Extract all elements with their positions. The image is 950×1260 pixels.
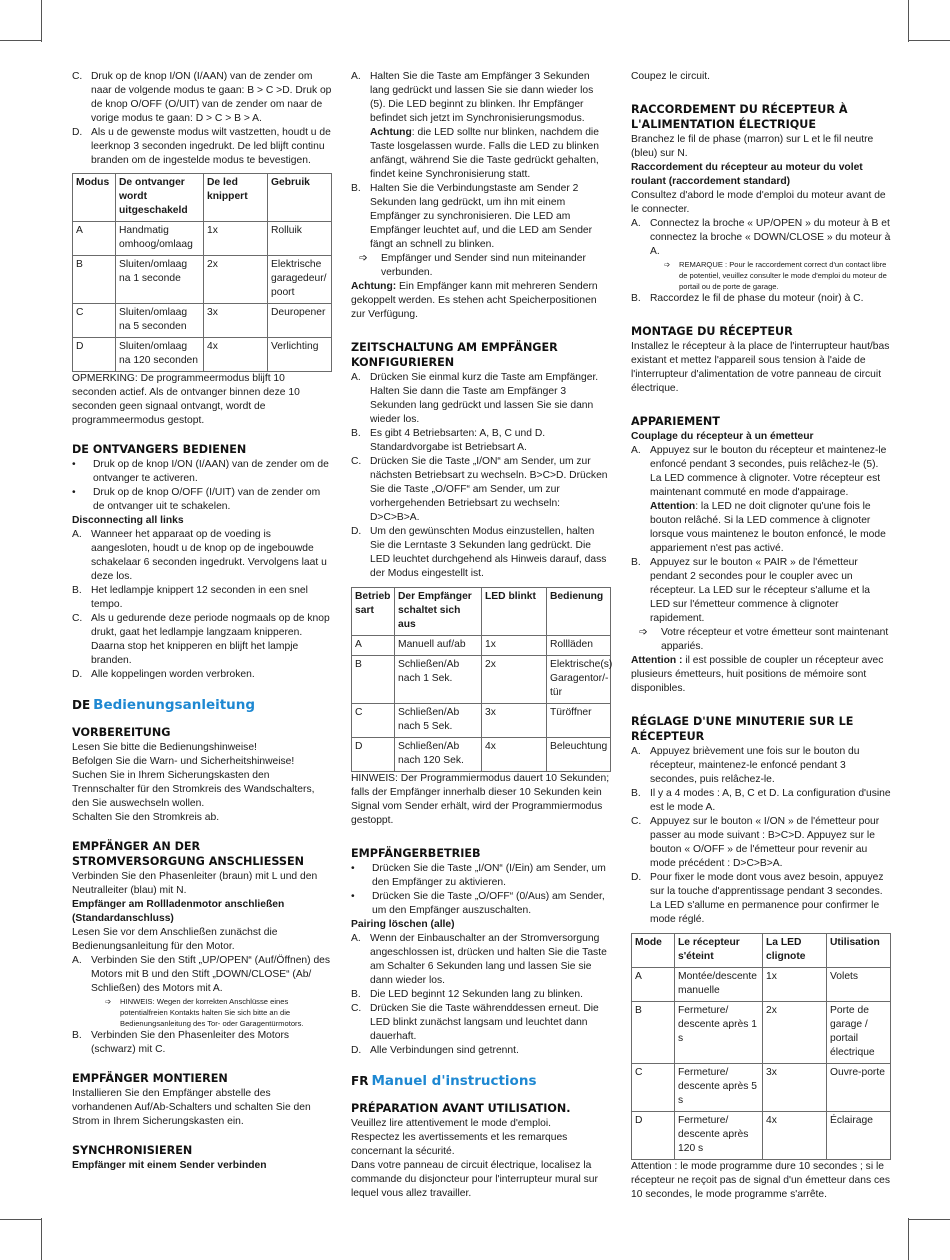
table-row: A Montée/descente manuelle 1x Volets xyxy=(632,968,891,1002)
mode-table-de xyxy=(351,587,611,772)
list-item: B. Verbinden Sie den Phasenleiter des Motors (schwarz) mit C. xyxy=(72,1030,290,1055)
mode-table-fr xyxy=(631,933,891,1160)
crop-mark xyxy=(908,1219,950,1220)
section-heading: EMPFÄNGER AN DER STROMVERSORGUNG ANSCHLIESSEN xyxy=(72,840,304,868)
text-line: Branchez le fil de phase (marron) sur L et le fil neutre (bleu) sur N. xyxy=(631,134,874,159)
list-item: A. Halten Sie die Taste am Empfänger 3 Sekunden lang gedrückt und lassen Sie sie dann wieder los (5). Die LED beginnt zu blinken. Ihr Empfänger befindet sich jetzt im Synchronisierungsmodus. Achtung: die LED sollte nur blinken, nachdem die Taste losgelassen wurde. Falls die LED zu blinken anfängt, während Sie die Taste gedrückt gehalten, findet keine Synchronisierung statt. xyxy=(351,71,599,180)
text-line: Consultez d'abord le mode d'emploi du moteur avant de le connecter. xyxy=(631,190,886,215)
table-header-row: Mode Le récepteur s'éteint La LED clignote Utilisation xyxy=(632,934,891,968)
arrow-icon: ➩ xyxy=(359,253,368,264)
section-heading: EMPFÄNGER MONTIEREN xyxy=(72,1072,228,1085)
subsection-heading: Pairing löschen (alle) xyxy=(351,919,455,930)
crop-mark xyxy=(908,1218,909,1260)
list-item: C. Drücken Sie die Taste „I/ON“ am Sender, um zur nächsten Betriebsart zu wechseln. B>C>D. Drücken Sie die Taste „O/OFF“ am Sender, um zur vorhergehenden Betriebsart zu wechseln: D>C>B>A. xyxy=(351,456,608,523)
bullet-item: • Druk op de knop O/OFF (I/UIT) van de zender om de ontvanger uit te schakelen. xyxy=(72,487,321,512)
list-item: A. Appuyez sur le bouton du récepteur et maintenez-le enfoncé pendant 3 secondes, puis relâchez-le (5). La LED commence à clignoter. Votre récepteur est maintenant commuté en mode d'appairage. Attention: la LED ne doit clignoter qu'une fois le bouton relâché. Si la LED commence à clignoter lorsque vous maintenez le bouton enfoncé, le mode appariement n'est pas activé. xyxy=(631,445,887,554)
list-item: A. Wanneer het apparaat op de voeding is aangesloten, houdt u de knop op de ingebouwde schakelaar 6 seconden ingedrukt. Vervolgens laat u deze los. xyxy=(72,529,327,582)
list-item: C. Drücken Sie die Taste währenddessen erneut. Die LED blinkt zunächst langsam und leuchtet dann dauerhaft. xyxy=(351,1003,599,1042)
table-row: A Manuell auf/ab 1x Rollläden xyxy=(352,636,611,656)
list-item: A. Appuyez brièvement une fois sur le bouton du récepteur, maintenez-le enfoncé pendant 3 secondes, puis relâchez-le. xyxy=(631,746,860,785)
section-heading: RACCORDEMENT DU RÉCEPTEUR À L'ALIMENTATION ÉLECTRIQUE xyxy=(631,103,848,131)
table-row: C Sluiten/omlaag na 5 seconden 3x Deuropener xyxy=(73,304,332,338)
subsection-heading: Empfänger mit einem Sender verbinden xyxy=(72,1160,267,1171)
text-line: Dans votre panneau de circuit électrique, localisez la commande du disjoncteur pour l'interrupteur mural sur lequel vous allez travailler. xyxy=(351,1160,598,1199)
bullet-item: • Druk op de knop I/ON (I/AAN) van de zender om de ontvanger te activeren. xyxy=(72,459,329,484)
list-item: D. Um den gewünschten Modus einzustellen, halten Sie die Lerntaste 3 Sekunden lang gedrückt. Die LED leuchtet durchgehend als Hinweis darauf, dass der Modus eingestellt ist. xyxy=(351,526,607,579)
subsection-heading: Disconnecting all links xyxy=(72,515,184,526)
section-heading: SYNCHRONISIEREN xyxy=(72,1144,193,1157)
list-item: C. Appuyez sur le bouton « I/ON » de l'émetteur pour passer au mode suivant : B>C>D. Appuyez sur le bouton « O/OFF » de l'émetteur pour revenir au mode précédent : D>C>B>A. xyxy=(631,816,880,869)
arrow-icon: ➩ xyxy=(639,627,648,638)
text-line: Verbinden Sie den Phasenleiter (braun) mit L und den Neutralleiter (blau) mit N. xyxy=(72,871,318,896)
note-text: Attention : le mode programme dure 10 secondes ; si le récepteur ne reçoit pas de signal d'un émetteur dans ces 10 secondes, le mode programme s'arrête. xyxy=(631,1161,890,1200)
language-code: FR xyxy=(351,1074,369,1088)
section-heading: VORBEREITUNG xyxy=(72,726,171,739)
text-line: Achtung: Ein Empfänger kann mit mehreren Sendern gekoppelt werden. Es stehen acht Speicherpositionen zur Verfügung. xyxy=(351,281,598,320)
list-item: A. Wenn der Einbauschalter an der Stromversorgung angeschlossen ist, drücken und halten Sie die Taste am Schalter 6 Sekunden lang und lassen Sie sie dann wieder los. xyxy=(351,933,607,986)
section-heading: MONTAGE DU RÉCEPTEUR xyxy=(631,325,793,338)
text-line: Attention : il est possible de coupler un récepteur avec plusieurs émetteurs, huit positions de mémoire sont disponibles. xyxy=(631,655,884,694)
table-row: D Fermeture/ descente après 120 s 4x Éclairage xyxy=(632,1112,891,1160)
arrow-icon: ➩ xyxy=(105,997,112,1006)
section-heading: ZEITSCHALTUNG AM EMPFÄNGER KONFIGURIEREN xyxy=(351,341,558,369)
table-row: D Sluiten/omlaag na 120 seconden 4x Verlichting xyxy=(73,338,332,372)
list-item: B. Het ledlampje knippert 12 seconden in een snel tempo. xyxy=(72,585,308,610)
subsection-heading: Empfänger am Rollladenmotor anschließen (Standardanschluss) xyxy=(72,899,285,924)
section-heading: DE ONTVANGERS BEDIENEN xyxy=(72,443,247,456)
result-item: ➩ Votre récepteur et votre émetteur sont maintenant appariés. xyxy=(639,627,889,652)
text-line: Suchen Sie in Ihrem Sicherungskasten den Trennschalter für den Stromkreis des Wandschalters, den Sie auswechseln wollen. xyxy=(72,770,315,809)
list-item: D. Als u de gewenste modus wilt vastzetten, houdt u de leerknop 3 seconden ingedrukt. De led blijft continu branden om de ingestelde modus te bevestigen. xyxy=(72,127,331,166)
list-item: A. Connectez la broche « UP/OPEN » du moteur à B et connectez la broche « DOWN/CLOSE » du moteur à A. xyxy=(631,218,891,257)
list-item: A. Drücken Sie einmal kurz die Taste am Empfänger. Halten Sie dann die Taste am Empfänger 3 Sekunden lang gedrückt und lassen Sie sie dann wieder los. xyxy=(351,372,599,425)
column-french xyxy=(631,70,891,1202)
text-line: Respectez les avertissements et les remarques concernant la sécurité. xyxy=(351,1132,568,1157)
crop-mark xyxy=(0,1219,42,1220)
list-item: D. Alle Verbindungen sind getrennt. xyxy=(351,1045,519,1056)
list-item: D. Pour fixer le mode dont vous avez besoin, appuyez sur la touche d'apprentissage pendant 3 secondes. La LED s'allume en permanence pour confirmer le mode réglé. xyxy=(631,872,884,925)
text-line: Installez le récepteur à la place de l'interrupteur haut/bas existant et mettez l'appareil sous tension à l'aide de l'interrupteur d'alimentation de votre panneau de circuit électrique. xyxy=(631,341,890,394)
list-item: B. Raccordez le fil de phase du moteur (noir) à C. xyxy=(631,293,864,304)
crop-mark xyxy=(908,40,950,41)
section-heading: EMPFÄNGERBETRIEB xyxy=(351,847,481,860)
column-dutch-german xyxy=(72,70,332,1173)
mode-table-nl xyxy=(72,173,332,372)
list-item: B. Es gibt 4 Betriebsarten: A, B, C und D. Standardvorgabe ist Betriebsart A. xyxy=(351,428,546,453)
arrow-icon: ➩ xyxy=(664,260,671,269)
crop-mark xyxy=(0,40,42,41)
subsection-heading: Raccordement du récepteur au moteur du volet roulant (raccordement standard) xyxy=(631,162,863,187)
text-line: Coupez le circuit. xyxy=(631,71,710,82)
text-line: Befolgen Sie die Warn- und Sicherheitshinweise! xyxy=(72,756,295,767)
table-row: A Handmatig omhoog/omlaag 1x Rolluik xyxy=(73,222,332,256)
list-item: B. Die LED beginnt 12 Sekunden lang zu blinken. xyxy=(351,989,583,1000)
language-section-title xyxy=(72,698,332,713)
list-item: B. Appuyez sur le bouton « PAIR » de l'émetteur pendant 2 secondes pour le coupler avec un récepteur. La LED sur le récepteur s'allume et la LED sur l'émetteur commence à clignoter rapidement. xyxy=(631,557,871,624)
list-item: C. Als u gedurende deze periode nogmaals op de knop drukt, gaat het ledlampje langzaam knipperen. Daarna stop het knipperen en blijft het lampje branden. xyxy=(72,613,330,666)
bullet-item: • Drücken Sie die Taste „I/ON“ (I/Ein) am Sender, um den Empfänger zu aktivieren. xyxy=(351,863,606,888)
crop-mark xyxy=(41,1218,42,1260)
list-item: B. Il y a 4 modes : A, B, C et D. La configuration d'usine est le mode A. xyxy=(631,788,891,813)
table-row: D Schließen/Ab nach 120 Sek. 4x Beleuchtung xyxy=(352,738,611,772)
text-line: Lesen Sie bitte die Bedienungshinweise! xyxy=(72,742,257,753)
section-heading: PRÉPARATION AVANT UTILISATION. xyxy=(351,1102,571,1115)
list-item: C. Druk op de knop I/ON (I/AAN) van de zender om naar de volgende modus te gaan: B > C >D. Druk op de knop O/OFF (O/UIT) van de zender om naar de vorige modus te gaan: D > C > B > A. xyxy=(72,71,332,124)
table-row: B Sluiten/omlaag na 1 seconde 2x Elektrische garagedeur/ poort xyxy=(73,256,332,304)
list-item: A. Verbinden Sie den Stift „UP/OPEN“ (Auf/Öffnen) des Motors mit B und den Stift „DOWN/CLOSE“ (Ab/ Schließen) des Motors mit A. xyxy=(72,955,331,994)
text-line: Installieren Sie den Empfänger abstelle des vorhandenen Auf/Ab-Schalters und schalten Sie den Strom in Ihrem Sicherungskasten ein. xyxy=(72,1088,311,1127)
text-line: Veuillez lire attentivement le mode d'emploi. xyxy=(351,1118,551,1129)
column-german-french xyxy=(351,70,611,1201)
subsection-heading: Couplage du récepteur à un émetteur xyxy=(631,431,814,442)
text-line: Schalten Sie den Stromkreis ab. xyxy=(72,812,220,823)
section-heading: RÉGLAGE D'UNE MINUTERIE SUR LE RÉCEPTEUR xyxy=(631,715,854,743)
table-row: C Fermeture/ descente après 5 s 3x Ouvre-porte xyxy=(632,1064,891,1112)
language-code: DE xyxy=(72,698,91,712)
list-item: B. Halten Sie die Verbindungstaste am Sender 2 Sekunden lang gedrückt, um ihn mit einem Empfänger zu synchronisieren. Die LED am Empfänger leuchtet auf, und die LED am Sender fängt an schnell zu blinken. xyxy=(351,183,593,250)
manual-title: Manuel d'instructions xyxy=(371,1073,537,1089)
crop-mark xyxy=(908,0,909,42)
note-text: OPMERKING: De programmeermodus blijft 10 seconden actief. Als de ontvanger binnen deze 10 seconden geen signaal ontvangt, wordt de programmeermodus gestopt. xyxy=(72,373,300,426)
list-item: D. Alle koppelingen worden verbroken. xyxy=(72,669,255,680)
text-line: Lesen Sie vor dem Anschließen zunächst die Bedienungsanleitung für den Motor. xyxy=(72,927,278,952)
note-item: ➩ REMARQUE : Pour le raccordement correct d'un contact libre de potentiel, veuillez consulter le mode d'emploi du moteur de portail ou de porte de garage. xyxy=(664,260,887,291)
table-row: C Schließen/Ab nach 5 Sek. 3x Türöffner xyxy=(352,704,611,738)
table-row: B Schließen/Ab nach 1 Sek. 2x Elektrische(s) Garagentor/-tür xyxy=(352,656,611,704)
note-item: ➩ HINWEIS: Wegen der korrekten Anschlüsse eines potentialfreien Kontakts halten Sie sich bitte an die Bedienungsanleitung des Tor- oder Garagentürmotors. xyxy=(105,997,304,1028)
note-text: HINWEIS: Der Programmiermodus dauert 10 Sekunden; falls der Empfänger innerhalb dieser 10 Sekunden kein Signal vom Sender erhält, wird der Programmiermodus gestoppt. xyxy=(351,773,610,826)
result-item: ➩ Empfänger und Sender sind nun miteinander verbunden. xyxy=(359,253,586,278)
section-heading: APPARIEMENT xyxy=(631,415,720,428)
language-section-title xyxy=(351,1074,611,1089)
bullet-item: • Drücken Sie die Taste „O/OFF“ (0/Aus) am Sender, um den Empfänger auszuschalten. xyxy=(351,891,605,916)
table-row: B Fermeture/ descente après 1 s 2x Porte de garage / portail électrique xyxy=(632,1002,891,1064)
table-header-row: Modus De ontvanger wordt uitgeschakeld De led knippert Gebruik xyxy=(73,174,332,222)
table-header-row: Betrieb sart Der Empfänger schaltet sich aus LED blinkt Bedienung xyxy=(352,588,611,636)
crop-mark xyxy=(41,0,42,42)
manual-title: Bedienungsanleitung xyxy=(93,697,256,713)
